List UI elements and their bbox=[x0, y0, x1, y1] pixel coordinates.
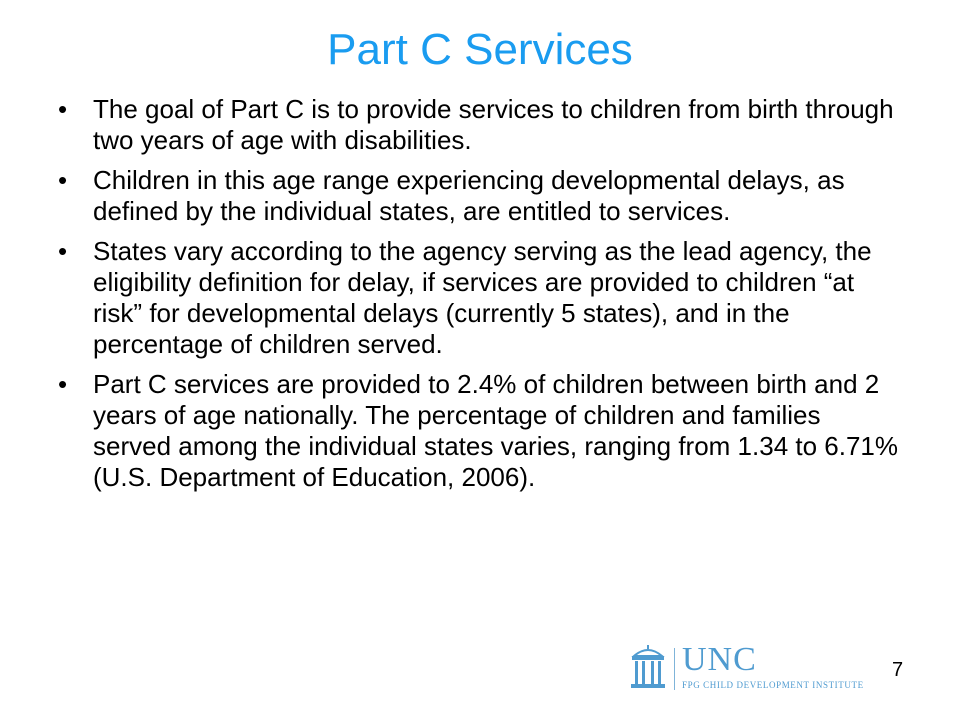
bullet-item bbox=[58, 236, 898, 360]
bullet-text: Children in this age range experiencing developmental delays, as defined by the individual states, are entitled to services. bbox=[93, 165, 845, 226]
bullet-item bbox=[58, 165, 898, 227]
logo-subtitle: FPG CHILD DEVELOPMENT INSTITUTE bbox=[682, 680, 864, 690]
bullet-text: The goal of Part C is to provide services to children from birth through two years of age with disabilities. bbox=[93, 94, 894, 155]
logo-wordmark: UNC bbox=[682, 641, 757, 678]
bullet-text: States vary according to the agency serving as the lead agency, the eligibility definition for delay, if services are provided to children “at risk” for developmental delays (currently 5 states), and in the percentage of children served. bbox=[93, 236, 872, 359]
bullet-icon: • bbox=[58, 236, 68, 266]
bullet-icon: • bbox=[58, 165, 68, 195]
bullet-icon: • bbox=[58, 94, 68, 124]
footer-logo bbox=[628, 641, 888, 694]
slide-title: Part C Services bbox=[327, 25, 633, 74]
bullet-item bbox=[58, 94, 898, 156]
bullet-text: Part C services are provided to 2.4% of children between birth and 2 years of age nationally. The percentage of children and families served among the individual states varies, ranging from 1.34 to 6.71% (U.S. Department of Education, 2006). bbox=[93, 369, 899, 492]
old-well-icon bbox=[628, 644, 668, 690]
page-number: 7 bbox=[892, 659, 904, 681]
bullet-item bbox=[58, 369, 898, 493]
bullet-icon: • bbox=[58, 369, 68, 399]
bullet-list bbox=[58, 94, 898, 502]
logo-divider bbox=[674, 648, 675, 690]
